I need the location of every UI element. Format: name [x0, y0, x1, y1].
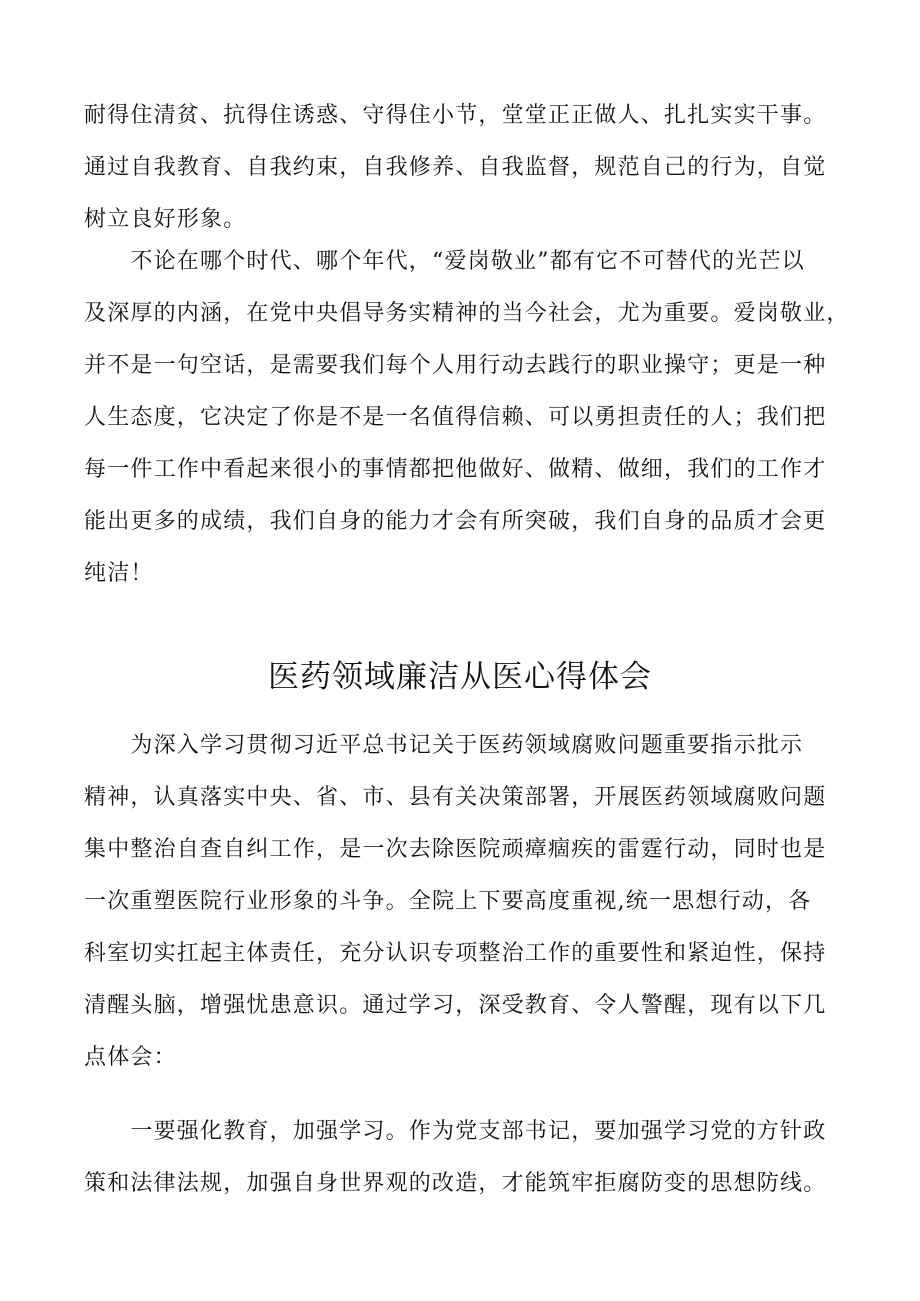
paragraph-point-one: [84, 1106, 844, 1210]
text-line: 精神，认真落实中央、省、市、县有关决策部署，开展医药领域腐败问题: [84, 785, 827, 810]
text-line: 点体会：: [84, 1045, 177, 1070]
paragraph-introduction: [84, 720, 844, 1084]
paragraph-integrity-conduct: [84, 90, 844, 246]
text-line: 耐得住清贫、抗得住诱惑、守得住小节，堂堂正正做人、扎扎实实干事。: [84, 103, 827, 128]
text-line: 通过自我教育、自我约束，自我修养、自我监督，规范自己的行为，自觉: [84, 155, 827, 180]
text-line: 一要强化教育，加强学习。作为党支部书记，要加强学习党的方针政: [84, 1119, 827, 1144]
text-line: 及深厚的内涵，在党中央倡导务实精神的当今社会，尤为重要。爱岗敬业，: [84, 301, 850, 326]
text-line: 能出更多的成绩，我们自身的能力才会有所突破，我们自身的品质才会更: [84, 509, 827, 534]
text-line: 不论在哪个时代、哪个年代，“爱岗敬业”都有它不可替代的光芒以: [84, 249, 805, 274]
paragraph-dedication: [84, 236, 850, 600]
text-line: 纯洁！: [84, 561, 154, 586]
text-line: 集中整治自查自纠工作，是一次去除医院顽瘴痼疾的雷霆行动，同时也是: [84, 837, 827, 862]
text-line: 并不是一句空话，是需要我们每个人用行动去践行的职业操守；更是一种: [84, 353, 827, 378]
text-line: 为深入学习贯彻习近平总书记关于医药领域腐败问题重要指示批示: [84, 733, 804, 758]
section-title: 医药领域廉洁从医心得体会: [268, 658, 652, 695]
text-line: 策和法律法规，加强自身世界观的改造，才能筑牢拒腐防变的思想防线。: [84, 1171, 827, 1196]
text-line: 清醒头脑，增强忧患意识。通过学习，深受教育、令人警醒，现有以下几: [84, 993, 827, 1018]
text-line: 每一件工作中看起来很小的事情都把他做好、做精、做细，我们的工作才: [84, 457, 827, 482]
text-line: 一次重塑医院行业形象的斗争。全院上下要高度重视,统一思想行动，各: [84, 889, 812, 914]
text-line: 树立良好形象。: [84, 207, 247, 232]
text-line: 科室切实扛起主体责任，充分认识专项整治工作的重要性和紧迫性，保持: [84, 941, 827, 966]
text-line: 人生态度，它决定了你是不是一名值得信赖、可以勇担责任的人；我们把: [84, 405, 827, 430]
